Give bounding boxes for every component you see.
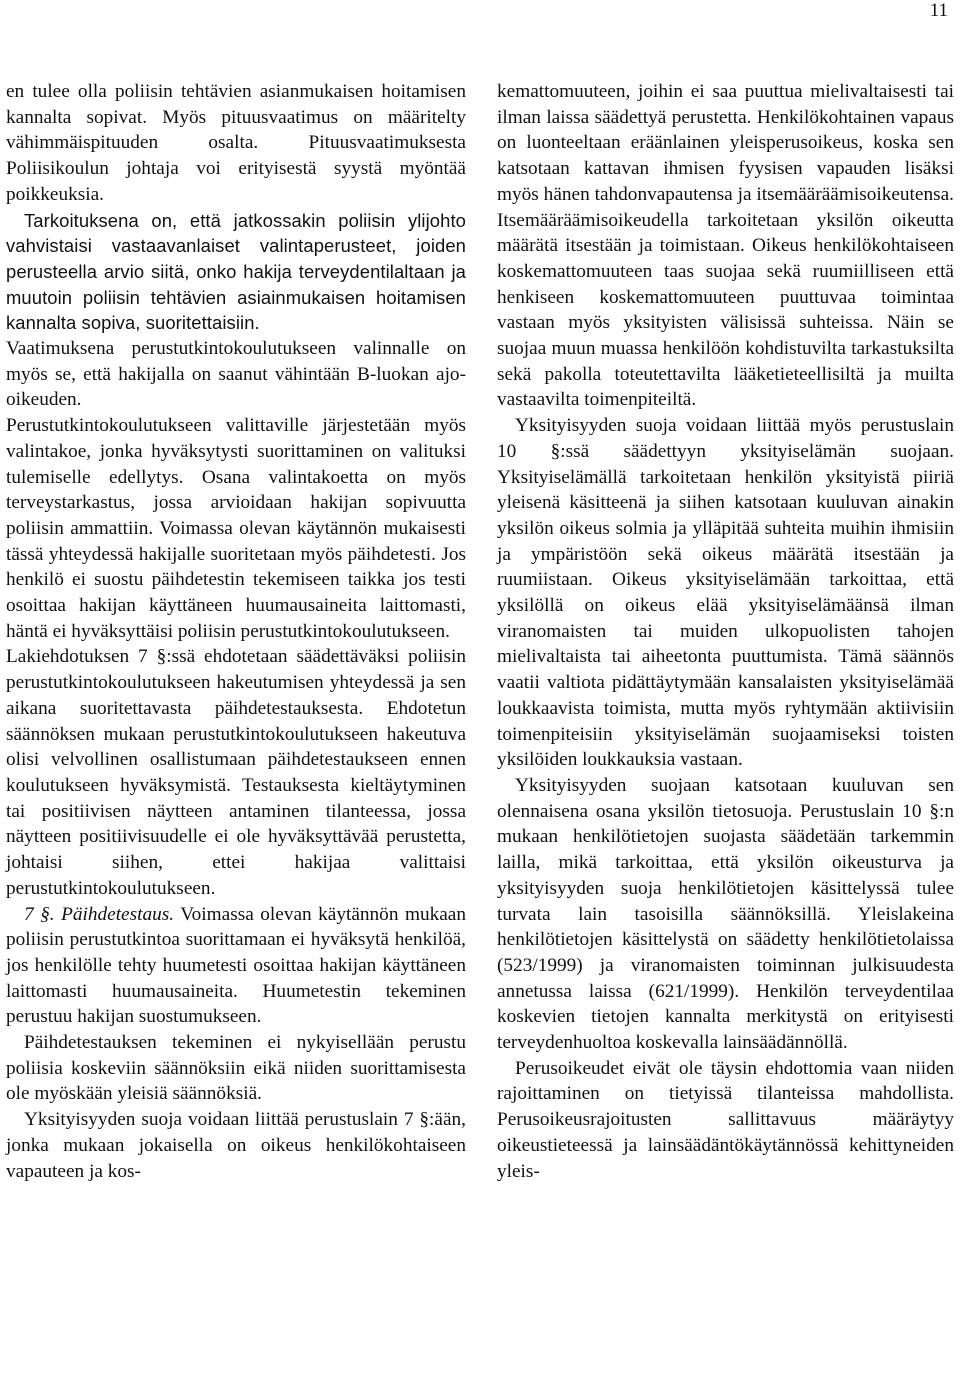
- paragraph: Yksityisyyden suoja voidaan liittää myös perustuslain 10 §:ssä säädettyyn yksityiselämän suojaan. Yksityiselämällä tarkoitetaan henkilön yksityistä piiriä yleisenä käsitteenä ja siihen katsotaan kuuluvan ainakin yksilön oikeus solmia ja ylläpitää suhteita muihin ihmisiin ja ympäristöön sekä oikeus määrätä itsestään ja ruumiistaan. Oikeus yksityiselämään tarkoittaa, että yksilöllä on oikeus elää yksityiselämäänsä ilman viranomaisten tai muiden ulkopuolisten tahojen mielivaltaista tai aiheetonta puuttumista. Tämä säännös vaatii valtiota pidättäytymään kansalaisten yksityiselämää loukkaavista toimista, mutta myös ryhtymään aktiivisiin toimenpiteisiin yksityiselämän suojaamiseksi toisten yksilöiden loukkauksia vastaan.: [497, 415, 954, 771]
- paragraph: Tarkoituksena on, että jatkossakin poliisin ylijohto vahvistaisi vastaavanlaiset valintaperusteet, joiden perusteella arvio siitä, onko hakija terveydentilaltaan ja muutoin poliisin tehtävien asiainmukaisen hoitamisen kannalta sopiva, suoritettaisiin.: [6, 209, 466, 334]
- paragraph: en tulee olla poliisin tehtävien asianmukaisen hoitamisen kannalta sopivat. Myös pituusvaatimus on määritelty vähimmäispituuden osalta. Pituusvaatimuksesta Poliisikoulun johtaja voi erityisestä syystä myöntää poikkeuksia.: [6, 81, 466, 205]
- paragraph: Perusoikeudet eivät ole täysin ehdottomia vaan niiden rajoittaminen on tietyissä tilanteissa mahdollista. Perusoikeusrajoitusten sallittavuus määräytyy oikeustieteessä ja lainsäädäntökäytännössä kehittyneiden yleis-: [497, 1057, 954, 1182]
- paragraph: [6, 902, 466, 1031]
- paragraph: Perustutkintokoulutukseen valittaville järjestetään myös valintakoe, jonka hyväksytysti suorittaminen on valituksi tulemiselle edellytys. Osana valintakoetta on myös terveystarkastus, jossa arvioidaan hakijan sopivuutta poliisin ammattiin. Voimassa olevan käytännön mukaisesti tässä yhteydessä hakijalle suoritetaan myös päihdetesti. Jos henkilö ei suostu päihdetestin tekemiseen taikka jos testi osoittaa hakijan käyttäneen huumausaineita laittomasti, häntä ei hyväksyttäisi poliisin perustutkintokoulutukseen.: [6, 415, 466, 642]
- paragraph: Lakiehdotuksen 7 §:ssä ehdotetaan säädettäväksi poliisin perustutkintokoulutukseen hakeutumisen yhteydessä ja sen aikana suoritettavasta päihdetestauksesta. Ehdotetun säännöksen mukaan perustutkintokoulutukseen hakeutuva olisi velvollinen osallistumaan päihdetestaukseen ennen koulutukseen hyväksymistä. Testauksesta kieltäytyminen tai positiivisen näytteen antaminen tilanteessa, jossa näytteen positiivisuudelle ei ole hyväksyttävää perustetta, johtaisi siihen, ettei hakijaa valittaisi perustutkintokoulutukseen.: [6, 646, 466, 899]
- paragraph: kemattomuuteen, joihin ei saa puuttua mielivaltaisesti tai ilman laissa säädettyä perustetta. Henkilökohtainen vapaus on luonteeltaan eräänlainen yleisperusoikeus, koska sen katsotaan kattavan ihmisen fyysisen vapauden lisäksi myös hänen tahdonvapautensa ja itsemääräämisoikeutensa. Itsemääräämisoikeudella tarkoitetaan yksilön oikeutta määrätä itsestään ja toimistaan. Oikeus henkilökohtaiseen koskemattomuuteen taas suojaa sekä ruumiilliseen että henkiseen koskemattomuuteen puuttuvaa toimintaa vastaan myös yksityisten välisissä suhteissa. Näin se suojaa muun muassa henkilöön kohdistuvilta tarkastuksilta sekä pakolla toteutettavilta lääketieteellisiltä ja muilta vastaavilta toimenpiteiltä.: [497, 81, 954, 411]
- paragraph: Päihdetestauksen tekeminen ei nykyisellään perustu poliisia koskeviin säännöksiin eikä niiden suorittamisesta ole myöskään yleisiä säännöksiä.: [6, 1032, 466, 1105]
- left-column: [6, 79, 466, 1184]
- paragraph-text: Voimassa olevan käytännön mukaan poliisin perustutkintoa suorittamaan ei hyväksytä henkilöä, jos henkilölle tehty huumetesti osoittaa hakijan käyttäneen laittomasti huumausaineita. Huumetestin tekeminen perustuu hakijan suostumukseen.: [6, 903, 466, 1028]
- right-column: [497, 79, 954, 1184]
- page-number: 11: [929, 0, 948, 21]
- paragraph: Vaatimuksena perustutkintokoulutukseen valinnalle on myös se, että hakijalla on saanut vähintään B-luokan ajo-oikeuden.: [6, 338, 466, 411]
- section-heading: 7 §. Päihdetestaus.: [24, 903, 175, 925]
- paragraph: Yksityisyyden suoja voidaan liittää perustuslain 7 §:ään, jonka mukaan jokaisella on oikeus henkilökohtaiseen vapauteen ja kos-: [6, 1109, 466, 1182]
- paragraph: Yksityisyyden suojaan katsotaan kuuluvan sen olennaisena osana yksilön tietosuoja. Perustuslain 10 §:n mukaan henkilötietojen suojasta säädetään tarkemmin lailla, mikä tarkoittaa, että yksilön oikeusturva ja yksityisyyden suoja henkilötietojen käsittelyssä tulee turvata lain tasoisilla säännöksillä. Yleislakeina henkilötietojen käsittelystä on säädetty henkilötietolaissa (523/1999) ja viranomaisten toiminnan julkisuudesta annetussa laissa (621/1999). Henkilön terveydentilaa koskevien tietojen kannalta merkitystä on erityisesti terveydenhuoltoa koskevalla lainsäädännöllä.: [497, 774, 954, 1054]
